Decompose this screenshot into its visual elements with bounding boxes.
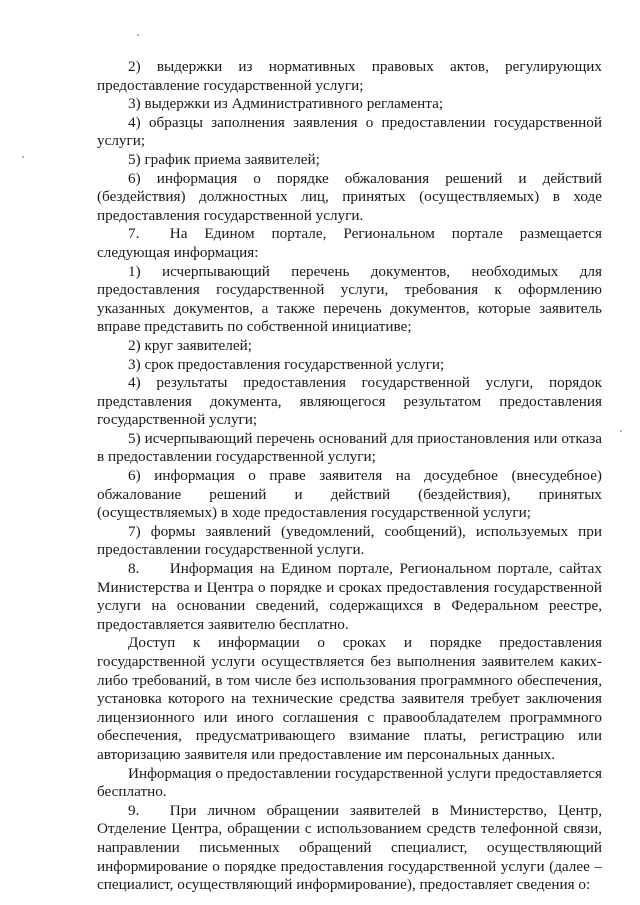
paragraph-section-7-item-4: 4) результаты предоставления государственной услуги, порядок представления документа, являющегося результатом предоставления государственной услуги;: [97, 374, 602, 429]
paragraph-section-7-item-2: 2) круг заявителей;: [128, 336, 252, 354]
paragraph-section-7: 7. На Едином портале, Региональном портале размещается следующая информация:: [97, 225, 602, 261]
paragraph-free-information: Информация о предоставлении государственной услуги предоставляется бесплатно.: [97, 764, 602, 801]
paragraph-section-9: 9. При личном обращении заявителей в Министерство, Центр, Отделение Центра, обращении с использованием средств телефонной связи, направлении письменных обращений специалист, осуществляющий информирование о порядке предоставления государственной услуги (далее – специалист, осуществляющий информирование), предоставляет сведения о:: [97, 801, 602, 894]
paragraph-section-7-item-5: 5) исчерпывающий перечень оснований для приостановления или отказа в предоставлении государственной услуги;: [97, 429, 602, 466]
paragraph-item-4-application-samples: 4) образцы заполнения заявления о предоставлении государственной услуги;: [97, 113, 602, 150]
paragraph-section-7-item-1: 1) исчерпывающий перечень документов, необходимых для предоставления государственной услуги, требования к оформлению указанных документов, а также перечень документов, которые заявитель вправе представить по собственной инициативе;: [97, 262, 602, 336]
scan-speck: [137, 34, 139, 36]
scan-speck: [22, 156, 24, 158]
paragraph-item-3-admin-regulation: 3) выдержки из Административного регламента;: [128, 95, 444, 113]
paragraph-item-2-normative-acts: 2) выдержки из нормативных правовых актов, регулирующих предоставление государственной услуги;: [97, 58, 602, 94]
paragraph-section-7-item-7: 7) формы заявлений (уведомлений, сообщений), используемых при предоставлении государственной услуги.: [97, 522, 602, 559]
paragraph-section-7-item-6: 6) информация о праве заявителя на досудебное (внесудебное) обжалование решений и действий (бездействия), принятых (осуществляемых) в ходе предоставления государственной услуги;: [97, 467, 602, 522]
scan-speck: [620, 430, 622, 432]
paragraph-item-5-reception-schedule: 5) график приема заявителей;: [128, 150, 320, 168]
paragraph-access-conditions: Доступ к информации о сроках и порядке предоставления государственной услуги осуществляется без выполнения заявителем каких-либо требований, в том числе без использования программного обеспечения, установка которого на технические средства заявителя требует заключения лицензионного или иного соглашения с правообладателем программного обеспечения, предусматривающего взимание платы, регистрацию или авторизацию заявителя или предоставление им персональных данных.: [97, 634, 602, 763]
paragraph-section-8: 8. Информация на Едином портале, Региональном портале, сайтах Министерства и Центра о порядке и сроках предоставления государственной услуги на основании сведений, содержащихся в Федеральном реестре, предоставляется заявителю бесплатно.: [97, 560, 602, 633]
paragraph-item-6-appeal-procedure: 6) информация о порядке обжалования решений и действий (бездействия) должностных лиц, принятых (осуществляемых) в ходе предоставления государственной услуги.: [97, 169, 602, 224]
paragraph-section-7-item-3: 3) срок предоставления государственной услуги;: [128, 355, 445, 373]
